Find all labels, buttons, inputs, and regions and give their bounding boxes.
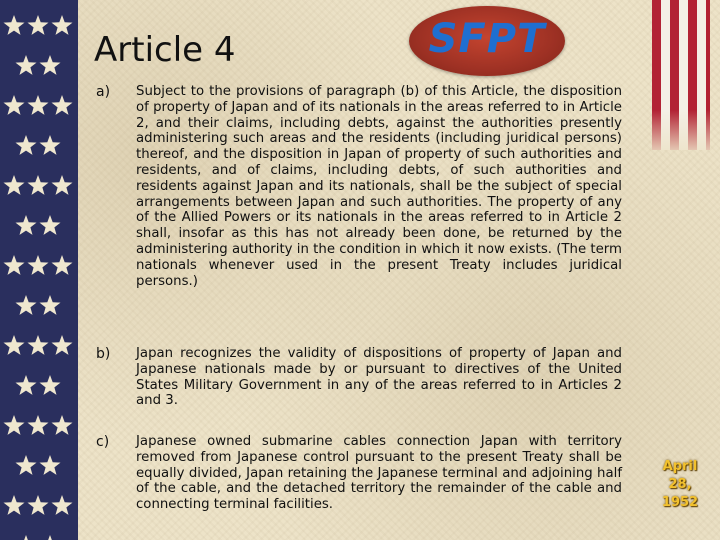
star-icon xyxy=(40,455,61,475)
star-icon xyxy=(16,375,37,395)
star-pattern xyxy=(0,0,78,540)
flag-stripes xyxy=(652,0,710,150)
page-title: Article 4 xyxy=(94,30,236,70)
star-icon xyxy=(4,255,25,275)
star-icon xyxy=(16,535,37,540)
star-icon xyxy=(52,255,73,275)
star-icon xyxy=(40,215,61,235)
paragraph-b-letter: b) xyxy=(96,346,111,362)
date-day: 28, xyxy=(668,477,692,492)
star-icon xyxy=(28,255,49,275)
paragraph-c-letter: c) xyxy=(96,434,110,450)
star-icon xyxy=(40,535,61,540)
star-icon xyxy=(16,455,37,475)
star-icon xyxy=(28,175,49,195)
star-icon xyxy=(28,495,49,515)
star-icon xyxy=(16,295,37,315)
star-icon xyxy=(4,95,25,115)
star-icon xyxy=(4,175,25,195)
treaty-date xyxy=(654,458,706,512)
paragraph-b-text: Japan recognizes the validity of dispositions of property of Japan and Japanese nationals made by or pursuant to directives of the United States Military Government in any of the areas referred to in Articles 2 and 3. xyxy=(136,346,622,409)
star-icon xyxy=(4,15,25,35)
star-icon xyxy=(16,135,37,155)
stripe-fade xyxy=(652,110,710,150)
star-icon xyxy=(4,415,25,435)
star-icon xyxy=(16,215,37,235)
star-icon xyxy=(40,55,61,75)
star-icon xyxy=(28,95,49,115)
star-icon xyxy=(52,15,73,35)
star-icon xyxy=(4,495,25,515)
star-icon xyxy=(28,15,49,35)
star-icon xyxy=(28,335,49,355)
star-icon xyxy=(52,495,73,515)
sfpt-badge xyxy=(409,6,565,76)
paragraph-a-letter: a) xyxy=(96,84,111,100)
star-icon xyxy=(52,335,73,355)
badge-label: SFPT xyxy=(428,16,546,62)
star-icon xyxy=(52,95,73,115)
star-icon xyxy=(40,295,61,315)
star-icon xyxy=(40,135,61,155)
star-icon xyxy=(52,175,73,195)
paragraph-c-text: Japanese owned submarine cables connection Japan with territory removed from Japanese control pursuant to the present Treaty shall be equally divided, Japan retaining the Japanese terminal and adjoining half of the cable, and the detached territory the remainder of the cable and connecting terminal facilities. xyxy=(136,434,622,513)
star-icon xyxy=(28,415,49,435)
date-year: 1952 xyxy=(661,495,699,510)
star-icon xyxy=(4,335,25,355)
star-icon xyxy=(52,415,73,435)
paragraph-a-text: Subject to the provisions of paragraph (b) of this Article, the disposition of property of Japan and of its nationals in the areas referred to in Article 2, and their claims, including debts, against the authorities presently administering such areas and the residents (including juridical persons) thereof, and the disposition in Japan of property of such authorities and residents, and of claims, including debts, of such authorities and residents against Japan and its nationals, shall be the subject of special arrangements between Japan and such authorities. The property of any of the Allied Powers or its nationals in the areas referred to in Article 2 shall, insofar as this has not already been done, be returned by the administering authority in the condition in which it now exists. (The term nationals whenever used in the present Treaty includes juridical persons.) xyxy=(136,84,622,289)
date-month: April xyxy=(662,459,698,474)
star-icon xyxy=(16,55,37,75)
star-icon xyxy=(40,375,61,395)
star-band xyxy=(0,0,78,540)
